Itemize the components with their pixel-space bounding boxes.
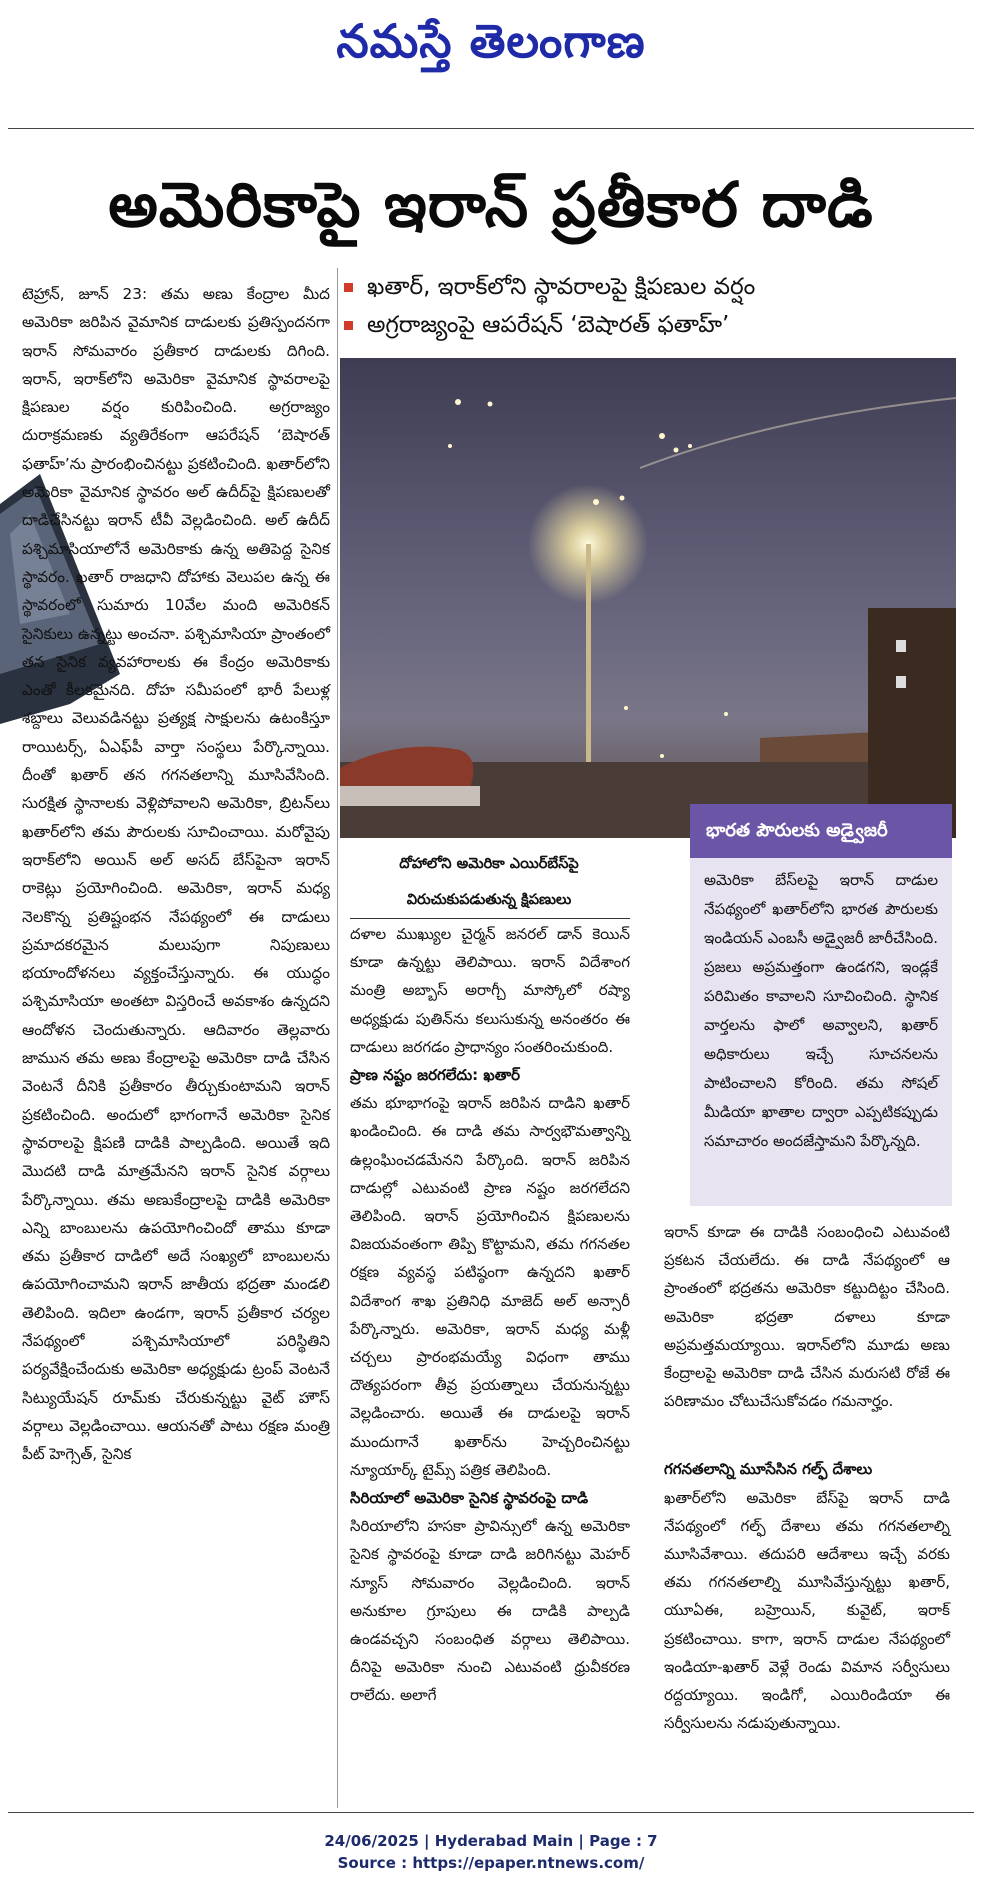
masthead-rule bbox=[8, 128, 974, 129]
masthead-logo: నమస్తే తెలంగాణ bbox=[336, 14, 646, 68]
headline: అమెరికాపై ఇరాన్ ప్రతీకార దాడి bbox=[108, 168, 874, 241]
subheading: ప్రాణ నష్టం జరగలేదు: ఖతార్ bbox=[350, 1066, 520, 1085]
article-paragraph: ఖతార్‌లోని అమెరికా బేస్‌పై ఇరాన్ దాడి నేపథ్యంలో గల్ఫ్ దేశాలు తమ గగనతలాల్ని మూసివేశాయి. తదుపరి ఆదేశాలు ఇచ్చే వరకు తమ గగనతలాల్ని మూసివేస్తున్నట్టు ఖతార్, యూఏఈ, బహ్రెయిన్, కువైట్, ఇరాక్ ప్రకటించాయి. కాగా, ఇరాన్ దాడుల నేపథ్యంలో ఇండియా-ఖతార్ వెళ్లే రెండు విమాన సర్వీసులు రద్దయ్యాయి. ఇండిగో, ఎయిరిండియా ఈ సర్వీసులను నడుపుతున్నాయి. bbox=[664, 1488, 950, 1733]
bullet-marker-icon bbox=[344, 283, 353, 292]
footer-rule bbox=[8, 1812, 974, 1813]
article-paragraph: ఇరాన్ కూడా ఈ దాడికి సంబంధించి ఎటువంటి ప్రకటన చేయలేదు. ఈ దాడి నేపథ్యంలో ఆ ప్రాంతంలో భద్రతను అమెరికా కట్టుదిట్టం చేసింది. అమెరికా భద్రతా దళాలు కూడా అప్రమత్తమయ్యాయి. ఇరాన్‌లోని మూడు అణు కేంద్రాలపై అమెరికా దాడి చేసిన మరుసటి రోజే ఈ పరిణామం చోటుచేసుకోవడం గమనార్హం. bbox=[664, 1223, 950, 1411]
advisory-box bbox=[690, 804, 952, 1206]
column-divider bbox=[337, 268, 338, 1808]
article-paragraph: దళాల ముఖ్యుల చైర్మన్ జనరల్ డాన్ కెయిన్ కూడా ఉన్నట్టు తెలిపాయి. ఇరాన్ విదేశాంగ మంత్రి అబ్బాస్ అరాగ్చీ మాస్కోలో రష్యా అధ్యక్షుడు పుతిన్‌ను కలుసుకున్న అనంతరం ఈ దాడులు జరగడం ప్రాధాన్యం సంతరించుకుంది. bbox=[350, 925, 630, 1056]
bullet-text: అగ్రరాజ్యంపై ఆపరేషన్ ‘బెషారత్ ఫతాహ్’ bbox=[367, 312, 730, 338]
bullet-item bbox=[344, 306, 964, 344]
article-column-2 bbox=[350, 920, 630, 1710]
advisory-title: భారత పౌరులకు అడ్వైజరీ bbox=[690, 804, 952, 858]
article-paragraph: టెహ్రాన్, జూన్ 23: తమ అణు కేంద్రాల మీద అమెరికా జరిపిన వైమానిక దాడులకు ప్రతిస్పందనగా ఇరాన్ సోమవారం ప్రతీకార దాడులకు దిగింది. ఇరాన్, ఇరాక్‌లోని అమెరికా వైమానిక స్థావరాలపై క్షిపణుల వర్షం కురిపించింది. అగ్రరాజ్యం దురాక్రమణకు వ్యతిరేకంగా ఆపరేషన్ ‘బెషారత్ ఫతాహ్’ను ప్రారంభించినట్టు ప్రకటించింది. ఖతార్‌లోని అమెరికా వైమానిక స్థావరం అల్ ఉదీద్‌పై క్షిపణులతో దాడిచేసినట్టు ఇరాన్ టీవీ వెల్లడించింది. అల్ ఉదీద్ పశ్చిమాసియాలోనే అమెరికాకు ఉన్న అతిపెద్ద సైనిక స్థావరం. ఖతార్ రాజధాని దోహాకు వెలుపల ఉన్న ఈ స్థావరంలో సుమారు 10వేల మంది అమెరికన్ సైనికులు ఉన్నట్టు అంచనా. పశ్చిమాసియా ప్రాంతంలో తన సైనిక వ్యవహారాలకు ఈ కేంద్రం అమెరికాకు ఎంతో కీలకమైనది. దోహ సమీపంలో భారీ పేలుళ్ల శబ్దాలు వెలువడినట్టు ప్రత్యక్ష సాక్షులను ఉటంకిస్తూ రాయిటర్స్, ఏఎఫ్‌పీ వార్తా సంస్థలు పేర్కొన్నాయి. దీంతో ఖతార్ తన గగనతలాన్ని మూసివేసింది. సురక్షిత స్థానాలకు వెళ్లిపోవాలని అమెరికా, బ్రిటన్‌లు ఖతార్‌లోని తమ పౌరులకు సూచించాయి. మరోవైపు ఇరాక్‌లోని అయిన్ అల్ అసద్ బేస్‌పైనా ఇరాన్ రాకెట్లు ప్రయోగించింది. అమెరికా, ఇరాన్ మధ్య నెలకొన్న ప్రతిష్టంభన నేపథ్యంలో ఈ దాడులు ప్రమాదకరమైన మలుపుగా నిపుణులు భయాందోళనలు వ్యక్తంచేస్తున్నారు. ఈ యుద్ధం పశ్చిమాసియా అంతటా విస్తరించే అవకాశం ఉన్నదని ఆందోళన చెందుతున్నారు. ఆదివారం తెల్లవారు జామున తమ అణు కేంద్రాలపై అమెరికా దాడి చేసిన వెంటనే దీనికి ప్రతీకారం తీర్చుకుంటామని ఇరాన్ ప్రకటించింది. అందులో భాగంగానే అమెరికా సైనిక స్థావరాలపై క్షిపణి దాడికి పాల్పడింది. అయితే ఇది మొదటి దాడి మాత్రమేనని ఇరాన్ సైనిక వర్గాలు పేర్కొన్నాయి. తమ అణుకేంద్రాలపై దాడికి అమెరికా ఎన్ని బాంబులను ఉపయోగించిందో తాము కూడా తమ ప్రతీకార దాడిలో అదే సంఖ్యలో బాంబులను ఉపయోగించామని ఇరాన్ జాతీయ భద్రతా మండలి తెలిపింది. ఇదిలా ఉండగా, ఇరాన్ ప్రతీకార చర్యల నేపథ్యంలో పశ్చిమాసియాలో పరిస్థితిని పర్యవేక్షించేందుకు అమెరికా అధ్యక్షుడు ట్రంప్ వెంటనే సిట్యుయేషన్ రూమ్‌కు చేరుకున్నట్టు వైట్ హౌస్ వర్గాలు వెల్లడించాయి. ఆయనతో పాటు రక్షణ మంత్రి పీట్ హెగ్సెత్, సైనిక bbox=[22, 285, 330, 1464]
photo-caption bbox=[354, 846, 624, 918]
article-paragraph: సిరియాలోని హసకా ప్రావిన్సులో ఉన్న అమెరికా సైనిక స్థావరంపై కూడా దాడి జరిగినట్టు మెహర్ న్యూస్ సోమవారం వెల్లడించింది. ఇరాన్ అనుకూల గ్రూపులు ఈ దాడికి పాల్పడి ఉండవచ్చని సంబంధిత వర్గాలు తెలిపాయి. దీనిపై అమెరికా నుంచి ఎటువంటి ధ్రువీకరణ రాలేదు. అలాగే bbox=[350, 1517, 630, 1705]
article-paragraph: తమ భూభాగంపై ఇరాన్ జరిపిన దాడిని ఖతార్ ఖండించింది. ఈ దాడి తమ సార్వభౌమత్వాన్ని ఉల్లంఘించడమేనని పేర్కొంది. ఇరాన్ జరిపిన దాడుల్లో ఎటువంటి ప్రాణ నష్టం జరగలేదని తెలిపింది. ఇరాన్ ప్రయోగించిన క్షిపణులను విజయవంతంగా తిప్పి కొట్టామని, తమ గగనతల రక్షణ వ్యవస్థ పటిష్ఠంగా ఉన్నదని ఖతార్ విదేశాంగ శాఖ ప్రతినిధి మాజెద్ అల్ అన్సారీ పేర్కొన్నారు. అమెరికా, ఇరాన్ మధ్య మళ్లీ చర్చలు ప్రారంభమయ్యే విధంగా తాము దౌత్యపరంగా తీవ్ర ప్రయత్నాలు చేయనున్నట్టు వెల్లడించారు. అయితే ఈ దాడులపై ఇరాన్ ముందుగానే ఖతార్‌ను హెచ్చరించినట్టు న్యూయార్క్ టైమ్స్ పత్రిక తెలిపింది. bbox=[350, 1094, 630, 1479]
night-sky-missiles-image bbox=[340, 358, 956, 838]
subheadline-bullets bbox=[344, 268, 964, 344]
news-photo bbox=[340, 358, 956, 838]
footer-edition-info: 24/06/2025 | Hyderabad Main | Page : 7 bbox=[324, 1832, 658, 1850]
caption-line: దోహాలోని అమెరికా ఎయిర్‌బేస్‌పై bbox=[399, 856, 579, 872]
article-column-1 bbox=[22, 280, 330, 1468]
bullet-marker-icon bbox=[344, 321, 353, 330]
subheading: సిరియాలో అమెరికా సైనిక స్థావరంపై దాడి bbox=[350, 1489, 589, 1508]
caption-rule bbox=[350, 918, 630, 919]
bullet-text: ఖతార్, ఇరాక్‌లోని స్థావరాలపై క్షిపణుల వర్షం bbox=[367, 274, 756, 300]
bullet-item bbox=[344, 268, 964, 306]
caption-line: విరుచుకుపడుతున్న క్షిపణులు bbox=[406, 892, 572, 908]
footer bbox=[0, 1830, 982, 1874]
article-column-3 bbox=[664, 1218, 950, 1737]
footer-source-link[interactable]: Source : https://epaper.ntnews.com/ bbox=[337, 1854, 645, 1872]
advisory-body: అమెరికా బేస్‌లపై ఇరాన్ దాడుల నేపథ్యంలో ఖతార్‌లోని భారత పౌరులకు ఇండియన్ ఎంబసీ అడ్వైజరీ జారీచేసింది. ప్రజలు అప్రమత్తంగా ఉండగని, ఇండ్లకే పరిమితం కావాలని సూచించింది. స్థానిక వార్తలను ఫాలో అవ్వాలని, ఖతార్ అధికారులు ఇచ్చే సూచనలను పాటించాలని కోరింది. తమ సోషల్ మీడియా ఖాతాల ద్వారా ఎప్పటికప్పుడు సమాచారం అందజేస్తామని పేర్కొన్నది. bbox=[704, 871, 938, 1150]
subheading: గగనతలాన్ని మూసేసిన గల్ఫ్ దేశాలు bbox=[664, 1460, 873, 1479]
